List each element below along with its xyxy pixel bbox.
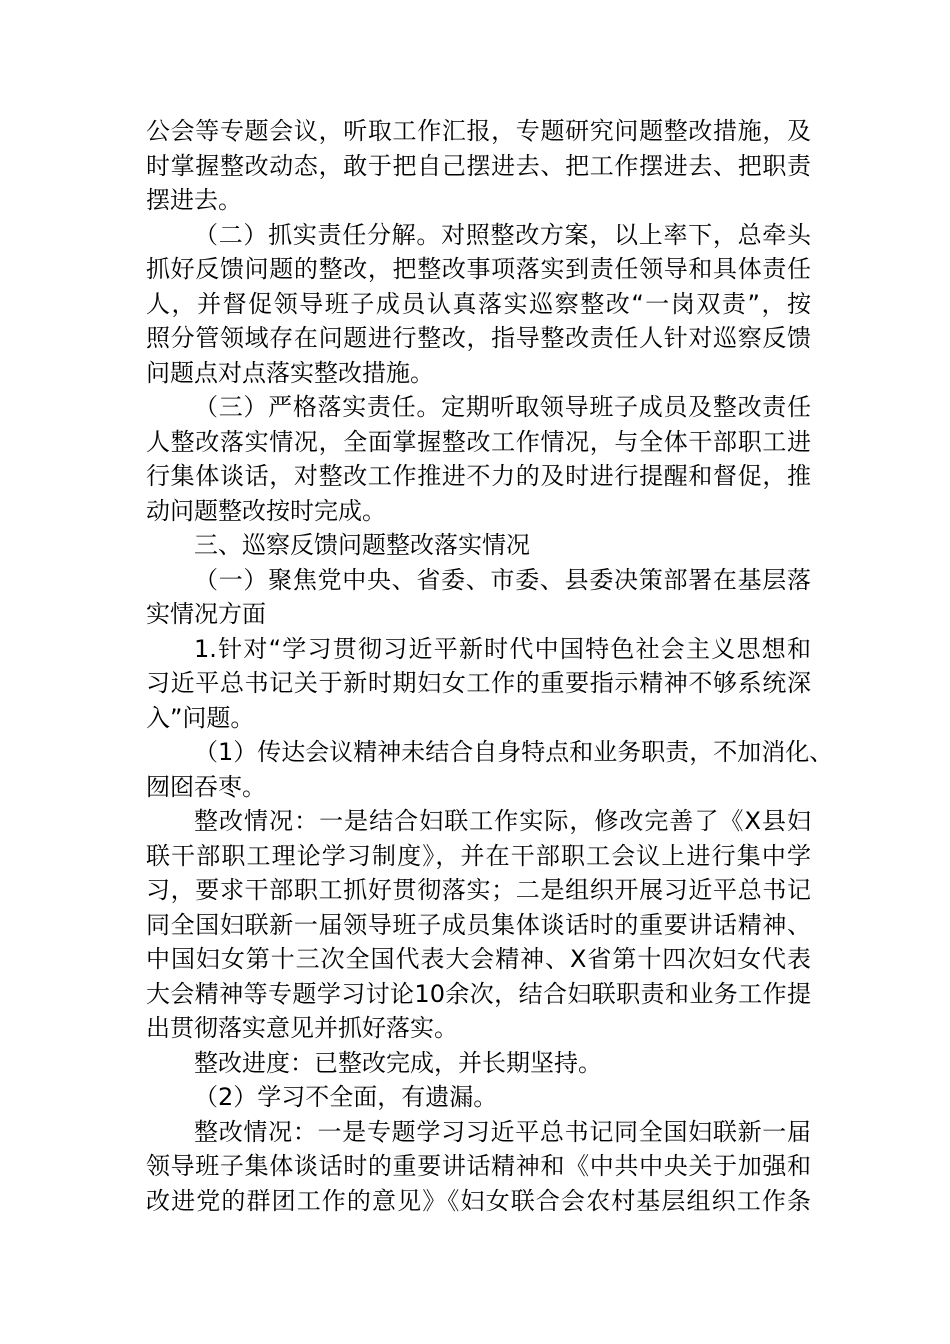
text-line: 习近平总书记关于新时期妇女工作的重要指示精神不够系统深	[146, 669, 811, 697]
text-line: 动问题整改按时完成。	[146, 496, 386, 525]
text-line: 人，并督促领导班子成员认真落实巡察整改“一岗双责”，按	[146, 289, 811, 318]
text-line: 照分管领域存在问题进行整改，指导整改责任人针对巡察反馈	[146, 324, 811, 352]
text-line: 三、巡察反馈问题整改落实情况	[194, 531, 530, 559]
text-line: 整改情况：一是专题学习习近平总书记同全国妇联新一届	[194, 1117, 811, 1146]
text-line: 人整改落实情况，全面掌握整改工作情况，与全体干部职工进	[146, 427, 811, 456]
text-line: 领导班子集体谈话时的重要讲话精神和《中共中央关于加强和	[146, 1152, 811, 1180]
text-line: 整改情况：一是结合妇联工作实际，修改完善了《X县妇	[194, 807, 811, 835]
text-line: 问题点对点落实整改措施。	[146, 358, 434, 387]
document-body	[146, 114, 834, 1218]
text-line: 囫囵吞枣。	[146, 772, 266, 801]
text-line: （三）严格落实责任。定期听取领导班子成员及整改责任	[194, 393, 811, 421]
text-line: 1.针对“学习贯彻习近平新时代中国特色社会主义思想和	[194, 634, 811, 663]
text-line: 联干部职工理论学习制度》，并在干部职工会议上进行集中学	[146, 841, 811, 870]
text-line: （二）抓实责任分解。对照整改方案，以上率下，总牵头	[194, 220, 811, 249]
text-line: 实情况方面	[146, 600, 266, 628]
text-line: 行集体谈话，对整改工作推进不力的及时进行提醒和督促，推	[146, 462, 811, 490]
text-line: 抓好反馈问题的整改，把整改事项落实到责任领导和具体责任	[146, 255, 811, 283]
text-line: 出贯彻落实意见并抓好落实。	[146, 1014, 458, 1042]
text-line: 公会等专题会议，听取工作汇报，专题研究问题整改措施，及	[146, 117, 811, 145]
text-line: 中国妇女第十三次全国代表大会精神、X省第十四次妇女代表	[146, 945, 811, 973]
text-line: 大会精神等专题学习讨论10余次，结合妇联职责和业务工作提	[146, 979, 811, 1008]
text-line: 习，要求干部职工抓好贯彻落实；二是组织开展习近平总书记	[146, 876, 811, 904]
text-line: 整改进度：已整改完成，并长期坚持。	[194, 1048, 602, 1077]
text-line: 改进党的群团工作的意见》《妇女联合会农村基层组织工作条	[146, 1186, 811, 1215]
text-line: （1）传达会议精神未结合自身特点和业务职责，不加消化、	[194, 738, 834, 766]
text-line: 同全国妇联新一届领导班子成员集体谈话时的重要讲话精神、	[146, 910, 811, 939]
text-line: 摆进去。	[146, 186, 242, 214]
text-line: 时掌握整改动态，敢于把自己摆进去、把工作摆进去、把职责	[146, 151, 811, 180]
text-line: （2）学习不全面，有遗漏。	[194, 1083, 498, 1111]
text-line: （一）聚焦党中央、省委、市委、县委决策部署在基层落	[194, 565, 811, 594]
text-line: 入”问题。	[146, 703, 255, 732]
